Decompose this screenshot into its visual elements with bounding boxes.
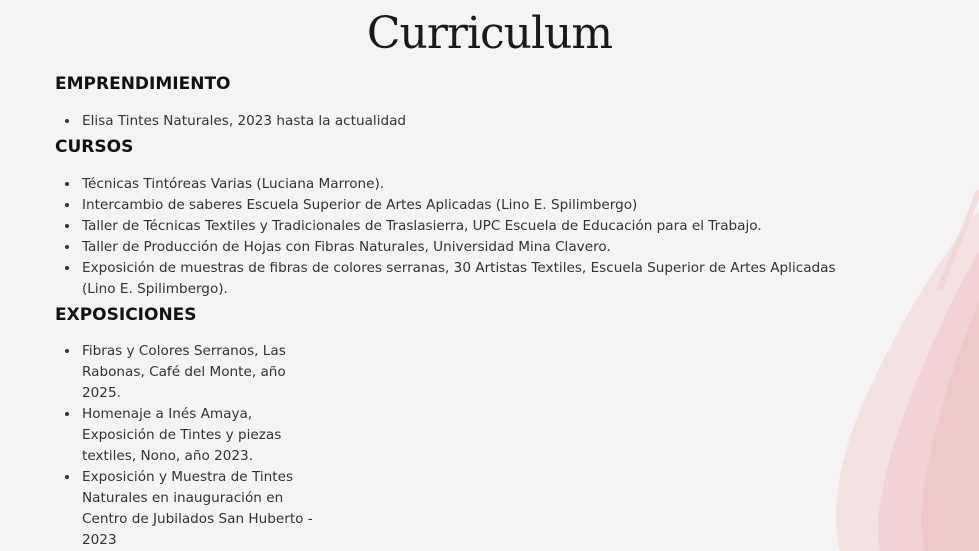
list-item: • Homenaje a Inés Amaya, Exposición de Tintes y piezas textiles, Nono, año 2023. <box>80 404 318 467</box>
list-emprendimiento <box>55 111 840 132</box>
section-heading-cursos: CURSOS <box>55 137 134 157</box>
section-heading-emprendimiento: EMPRENDIMIENTO <box>55 74 231 94</box>
list-item: • Intercambio de saberes Escuela Superior de Artes Aplicadas (Lino E. Spilimbergo) <box>80 195 840 216</box>
list-exposiciones <box>55 341 318 551</box>
list-item: • Fibras y Colores Serranos, Las Rabonas, Café del Monte, año 2025. <box>80 341 318 404</box>
list-item: • Elisa Tintes Naturales, 2023 hasta la actualidad <box>80 111 840 132</box>
page-title: Curriculum <box>366 8 613 59</box>
list-item: • Taller de Producción de Hojas con Fibras Naturales, Universidad Mina Clavero. <box>80 237 840 258</box>
list-item: • Técnicas Tintóreas Varias (Luciana Marrone). <box>80 174 840 195</box>
list-item: • Exposición y Muestra de Tintes Naturales en inauguración en Centro de Jubilados San Huberto - 2023 <box>80 467 318 551</box>
section-heading-exposiciones: EXPOSICIONES <box>55 305 197 325</box>
list-item: • Taller de Técnicas Textiles y Tradicionales de Traslasierra, UPC Escuela de Educación para el Trabajo. <box>80 216 840 237</box>
list-item: • Exposición de muestras de fibras de colores serranas, 30 Artistas Textiles, Escuela Superior de Artes Aplicadas (Lino E. Spilimbergo). <box>80 258 840 300</box>
list-cursos <box>55 174 840 300</box>
